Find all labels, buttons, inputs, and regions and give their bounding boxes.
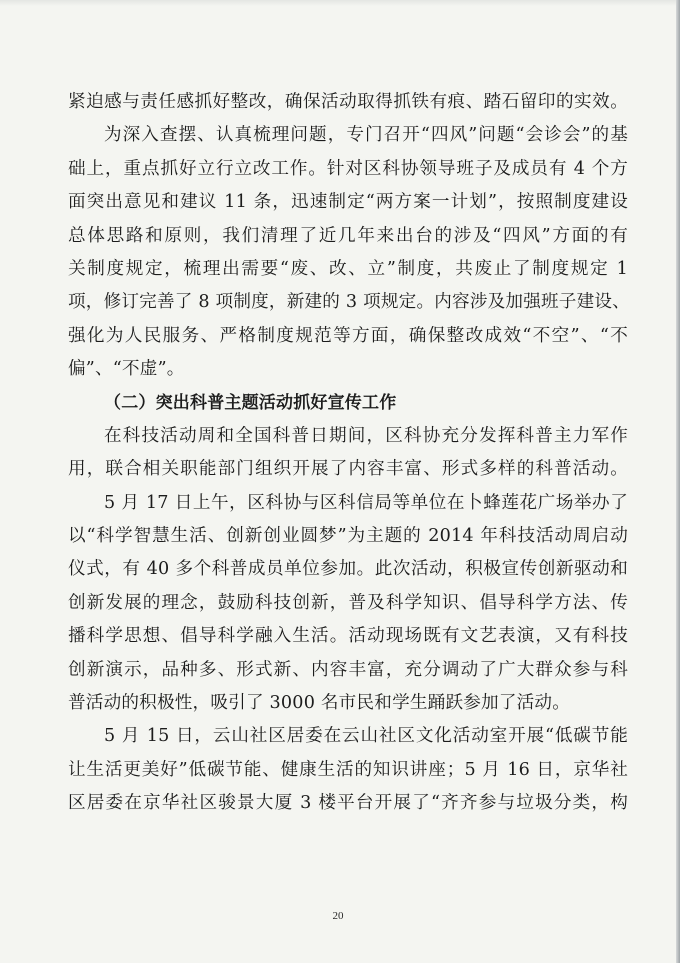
text-line: 强化为人民服务、严格制度规范等方面，确保整改成效“不空”、“不 <box>68 325 628 346</box>
text-line: 播科学思想、倡导科学融入生活。活动现场既有文艺表演，又有科技 <box>68 626 628 647</box>
text-line: 偏”、“不虚”。 <box>68 359 185 380</box>
text-line: 总体思路和原则，我们清理了近几年来出台的涉及“四风”方面的有 <box>68 225 628 246</box>
text-line: 在科技活动周和全国科普日期间，区科协充分发挥科普主力军作 <box>104 425 628 446</box>
text-line: 面突出意见和建议 11 条，迅速制定“两方案一计划”，按照制度建设 <box>68 192 628 213</box>
text-line: 用，联合相关职能部门组织开展了内容丰富、形式多样的科普活动。 <box>68 459 628 480</box>
text-line: 区居委在京华社区骏景大厦 3 楼平台开展了“齐齐参与垃圾分类，构 <box>68 793 628 814</box>
text-line: 5 月 17 日上午，区科协与区科信局等单位在卜蜂莲花广场举办了 <box>104 492 628 513</box>
text-line: 仪式，有 40 多个科普成员单位参加。此次活动，积极宣传创新驱动和 <box>68 559 628 580</box>
text-line: 关制度规定，梳理出需要“废、改、立”制度，共废止了制度规定 1 <box>68 258 628 279</box>
text-line: 创新演示，品种多、形式新、内容丰富，充分调动了广大群众参与科 <box>68 659 628 680</box>
text-line: 紧迫感与责任感抓好整改，确保活动取得抓铁有痕、踏石留印的实效。 <box>68 92 628 112</box>
text-line: 让生活更美好”低碳节能、健康生活的知识讲座；5 月 16 日，京华社 <box>68 759 628 780</box>
page-top-shade <box>0 0 676 6</box>
text-line: 为深入查摆、认真梳理问题，专门召开“四风”问题“会诊会”的基 <box>104 125 628 146</box>
text-line: 以“科学智慧生活、创新创业圆梦”为主题的 2014 年科技活动周启动 <box>68 526 628 547</box>
page-edge-shadow <box>676 0 680 963</box>
page-number: 20 <box>332 910 344 922</box>
body-text <box>68 86 628 821</box>
section-heading: （二）突出科普主题活动抓好宣传工作 <box>104 392 397 413</box>
text-line: 项，修订完善了 8 项制度，新建的 3 项规定。内容涉及加强班子建设、 <box>68 292 630 313</box>
text-line: 5 月 15 日，云山社区居委在云山社区文化活动室开展“低碳节能 <box>104 726 628 747</box>
text-line: 础上，重点抓好立行立改工作。针对区科协领导班子及成员有 4 个方 <box>68 158 628 179</box>
text-line: 普活动的积极性，吸引了 3000 名市民和学生踊跃参加了活动。 <box>68 693 571 714</box>
text-line: 创新发展的理念，鼓励科技创新，普及科学知识、倡导科学方法、传 <box>68 592 628 613</box>
